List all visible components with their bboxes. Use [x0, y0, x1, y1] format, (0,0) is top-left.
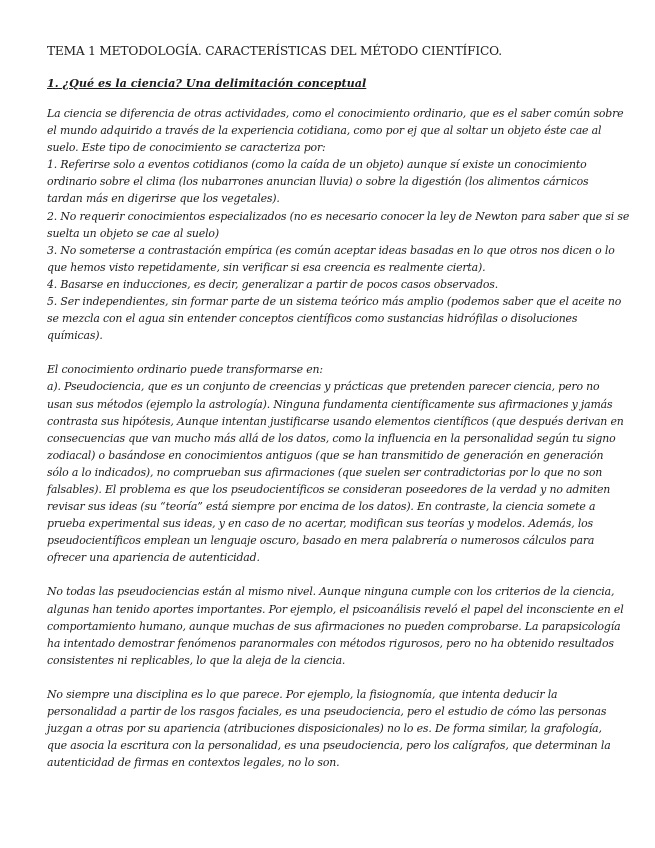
text-line: juzgan a otras por su apariencia (atribuciones disposicionales) no lo es. De forma similar, la grafología, — [47, 722, 602, 736]
text-line: revisar sus ideas (su “teoría” está siempre por encima de los datos). En contraste, la ciencia somete a — [47, 500, 596, 514]
text-line: El conocimiento ordinario puede transformarse en: — [47, 363, 323, 377]
text-line: No todas las pseudociencias están al mismo nivel. Aunque ninguna cumple con los criterios de la ciencia, — [47, 585, 615, 599]
text-line: pseudocientíficos emplean un lenguaje oscuro, basado en mera palabrería o numerosos cálculos para — [47, 534, 595, 548]
text-line: ordinario sobre el clima (los nubarrones anuncian lluvia) o sobre la digestión (los alimentos cárnicos — [47, 175, 589, 189]
text-line: algunas han tenido aportes importantes. Por ejemplo, el psicoanálisis reveló el papel del inconsciente en el — [47, 602, 624, 616]
text-line: sólo a lo indicados), no comprueban sus afirmaciones (que suelen ser contradictorias por lo que no son — [47, 465, 603, 479]
paragraph-gap — [47, 669, 612, 686]
text-line: que asocia la escritura con la personalidad, es una pseudociencia, pero los calígrafos, que determinan la — [47, 739, 611, 753]
text-line: ofrecer una apariencia de autenticidad. — [47, 551, 260, 565]
text-line: que hemos visto repetidamente, sin verificar si esa creencia es realmente cierta). — [47, 260, 486, 274]
document-title: TEMA 1 METODOLOGÍA. CARACTERÍSTICAS DEL MÉTODO CIENTÍFICO. — [47, 44, 502, 58]
text-line: La ciencia se diferencia de otras actividades, como el conocimiento ordinario, que es el saber común sobre — [47, 107, 624, 120]
text-line: zodiacal) o basándose en conocimientos antiguos (que se han transmitido de generación en generación — [47, 448, 604, 462]
text-line: usan sus métodos (ejemplo la astrología). Ninguna fundamenta científicamente sus afirmaciones y jamás — [47, 397, 613, 411]
text-line: 1. Referirse solo a eventos cotidianos (como la caída de un objeto) aunque sí existe un conocimiento — [47, 158, 587, 172]
text-line: personalidad a partir de los rasgos faciales, es una pseudociencia, pero el estudio de cómo las personas — [47, 705, 607, 718]
text-line: prueba experimental sus ideas, y en caso de no acertar, modifican sus teorías y modelos. Además, los — [47, 517, 594, 531]
paragraph-ordinary-knowledge — [47, 105, 630, 344]
paragraph-pseudoscience-levels — [47, 583, 624, 668]
section-heading: 1. ¿Qué es la ciencia? Una delimitación conceptual — [47, 76, 367, 90]
paragraph-pseudoscience — [47, 361, 624, 566]
text-line: el mundo adquirido a través de la experiencia cotidiana, como por ej que al soltar un objeto éste cae al — [47, 124, 602, 138]
paragraph-gap — [47, 344, 612, 361]
text-line: contrasta sus hipótesis, Aunque intentan justificarse usando elementos científicos (que después derivan en — [47, 414, 624, 428]
text-line: comportamiento humano, aunque muchas de sus afirmaciones no pueden comprobarse. La parapsicología — [47, 619, 621, 633]
document-page — [47, 44, 630, 771]
text-line: consistentes ni replicables, lo que la aleja de la ciencia. — [47, 653, 346, 667]
text-line: suelta un objeto se cae al suelo) — [47, 226, 219, 240]
text-line: 2. No requerir conocimientos especializados (no es necesario conocer la ley de Newton para saber que si se — [47, 209, 630, 223]
paragraph-appearances — [47, 686, 612, 771]
text-line: tardan más en digerirse que los vegetales). — [47, 192, 280, 206]
text-line: se mezcla con el agua sin entender conceptos científicos como sustancias hidrófilas o disoluciones — [47, 312, 578, 326]
text-line: consecuencias que van mucho más allá de los datos, como la influencia en la personalidad según tu signo — [47, 431, 616, 445]
text-line: autenticidad de firmas en contextos legales, no lo son. — [47, 756, 340, 770]
paragraph-gap — [47, 566, 612, 583]
text-line: 3. No someterse a contrastación empírica (es común aceptar ideas basadas en lo que otros nos dicen o lo — [47, 243, 615, 257]
text-line: 4. Basarse en inducciones, es decir, generalizar a partir de pocos casos observados. — [47, 277, 499, 291]
text-line: falsables). El problema es que los pseudocientíficos se consideran poseedores de la verdad y no admiten — [47, 482, 611, 496]
text-line: ha intentado demostrar fenómenos paranormales con métodos rigurosos, pero no ha obtenido resultados — [47, 636, 614, 650]
text-line: a). Pseudociencia, que es un conjunto de creencias y prácticas que pretenden parecer ciencia, pero no — [47, 380, 600, 394]
text-line: No siempre una disciplina es lo que parece. Por ejemplo, la fisiognomía, que intenta deducir la — [47, 687, 558, 701]
text-line: suelo. Este tipo de conocimiento se caracteriza por: — [47, 141, 326, 155]
text-line: 5. Ser independientes, sin formar parte de un sistema teórico más amplio (podemos saber que el aceite no — [47, 295, 622, 309]
text-line: químicas). — [47, 329, 103, 343]
